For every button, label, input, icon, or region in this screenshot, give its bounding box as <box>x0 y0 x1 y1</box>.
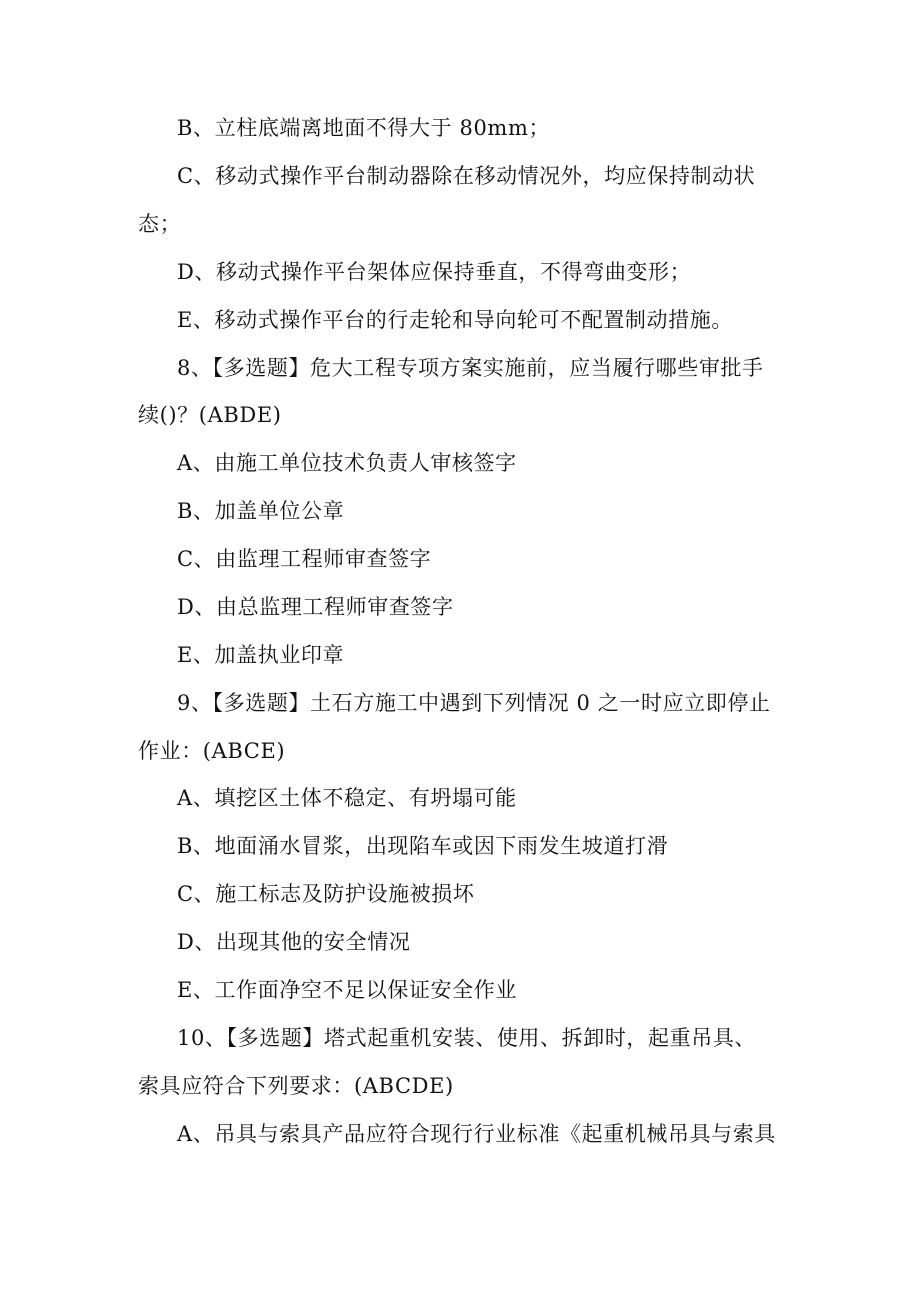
option-c-q7-continued: 态； <box>138 212 182 236</box>
option-d-q9: D、出现其他的安全情况 <box>177 930 411 954</box>
question-9: 9、【多选题】土石方施工中遇到下列情况 0 之一时应立即停止 <box>177 691 771 715</box>
option-a-q9: A、填挖区土体不稳定、有坍塌可能 <box>177 786 517 810</box>
option-c-q8: C、由监理工程师审查签字 <box>177 547 432 571</box>
question-10-continued: 索具应符合下列要求：(ABCDE) <box>138 1074 454 1098</box>
option-b-q9: B、地面涌水冒浆，出现陷车或因下雨发生坡道打滑 <box>177 834 669 858</box>
option-e-q7: E、移动式操作平台的行走轮和导向轮可不配置制动措施。 <box>177 308 733 332</box>
option-a-q8: A、由施工单位技术负责人审核签字 <box>177 451 517 475</box>
option-d-q8: D、由总监理工程师审查签字 <box>177 595 454 619</box>
option-e-q8: E、加盖执业印章 <box>177 643 345 667</box>
option-e-q9: E、工作面净空不足以保证安全作业 <box>177 978 517 1002</box>
question-9-continued: 作业：(ABCE) <box>138 739 286 763</box>
option-c-q7: C、移动式操作平台制动器除在移动情况外，均应保持制动状 <box>177 164 756 188</box>
question-8-continued: 续()？(ABDE) <box>138 403 282 427</box>
option-b-q8: B、加盖单位公章 <box>177 499 345 523</box>
option-d-q7: D、移动式操作平台架体应保持垂直，不得弯曲变形； <box>177 260 692 284</box>
option-a-q10: A、吊具与索具产品应符合现行行业标准《起重机械吊具与索具 <box>177 1122 776 1146</box>
option-b-q7: B、立柱底端离地面不得大于 80mm； <box>177 116 551 140</box>
question-10: 10、【多选题】塔式起重机安装、使用、拆卸时，起重吊具、 <box>177 1026 757 1050</box>
option-c-q9: C、施工标志及防护设施被损坏 <box>177 882 475 906</box>
question-8: 8、【多选题】危大工程专项方案实施前，应当履行哪些审批手 <box>177 356 764 380</box>
